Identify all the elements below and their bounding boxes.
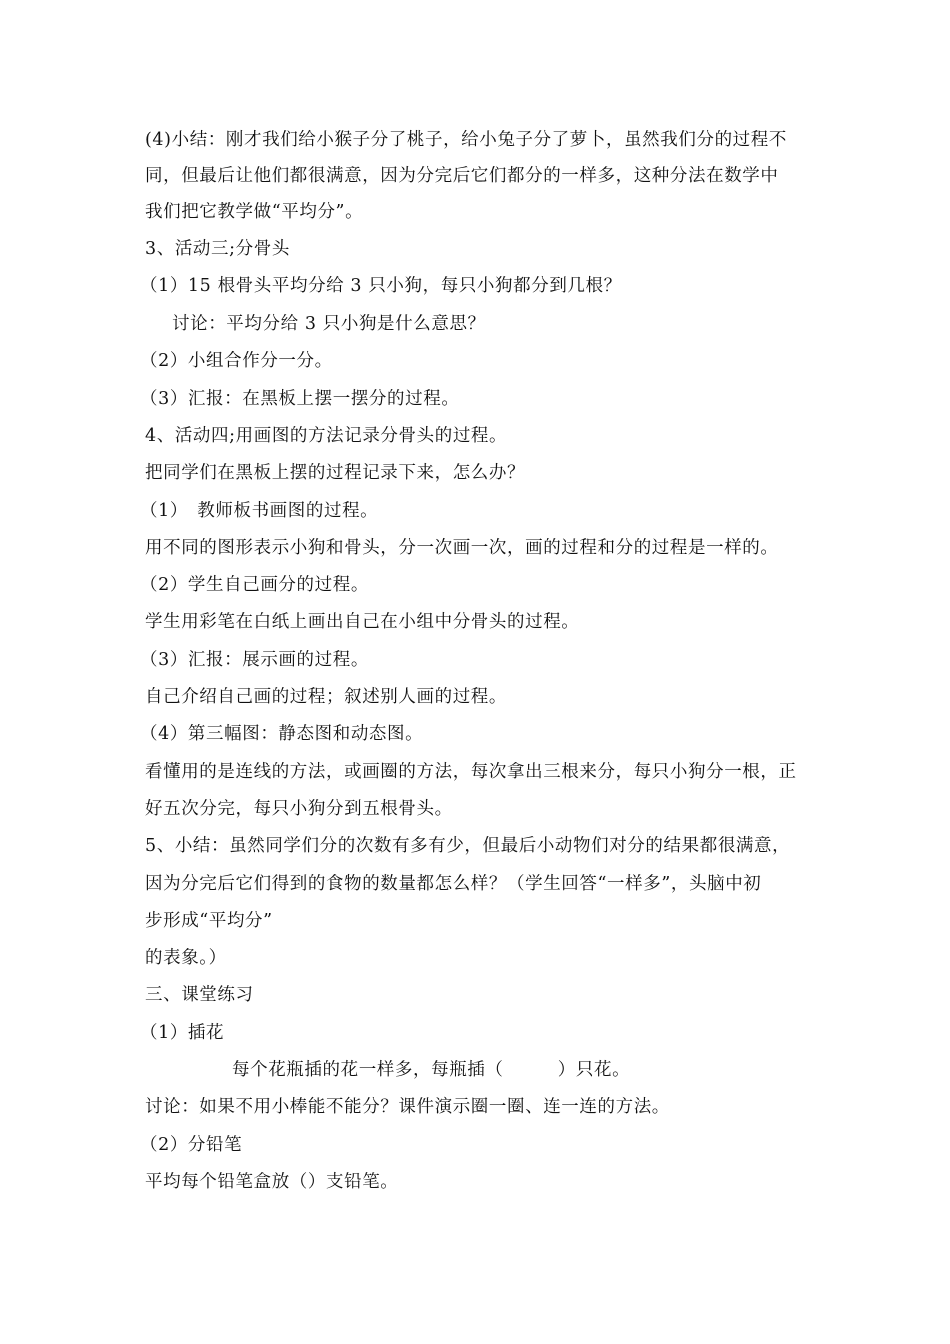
activity-4-step-4-detail-1: 看懂用的是连线的方法，或画圈的方法，每次拿出三根来分，每只小狗分一根，正 [145, 762, 797, 782]
activity-3-step-1: （1）15 根骨头平均分给 3 只小狗，每只小狗都分到几根？ [140, 276, 622, 296]
activity-4-step-2: （2）学生自己画分的过程。 [140, 575, 369, 595]
activity-3-step-3: （3）汇报：在黑板上摆一摆分的过程。 [140, 389, 460, 409]
activity-4-step-4: （4）第三幅图：静态图和动态图。 [140, 724, 424, 744]
activity-4-step-3-detail: 自己介绍自己画的过程；叙述别人画的过程。 [145, 687, 507, 707]
summary-5-line-3: 步形成“平均分” [145, 911, 273, 931]
summary-5-line-1: 5、小结：虽然同学们分的次数有多有少，但最后小动物们对分的结果都很满意， [145, 836, 791, 856]
summary-5-line-4: 的表象。） [145, 948, 227, 968]
activity-4-step-4-detail-2: 好五次分完，每只小狗分到五根骨头。 [145, 799, 453, 819]
activity-4-heading: 4、活动四;用画图的方法记录分骨头的过程。 [145, 426, 508, 446]
exercise-2-question: 平均每个铅笔盒放（）支铅笔。 [145, 1172, 399, 1192]
exercise-2-title: （2）分铅笔 [140, 1135, 243, 1155]
activity-4-intro: 把同学们在黑板上摆的过程记录下来，怎么办？ [145, 463, 526, 483]
exercise-1-title: （1）插花 [140, 1023, 225, 1043]
section-3-heading: 三、课堂练习 [145, 985, 254, 1005]
summary-line-2: 同，但最后让他们都很满意，因为分完后它们都分的一样多，这种分法在数学中 [145, 166, 779, 186]
activity-4-step-1: （1） 教师板书画图的过程。 [140, 501, 379, 521]
activity-3-step-2: （2）小组合作分一分。 [140, 351, 333, 371]
activity-4-step-1-detail: 用不同的图形表示小狗和骨头，分一次画一次，画的过程和分的过程是一样的。 [145, 538, 779, 558]
exercise-1-question: 每个花瓶插的花一样多，每瓶插（ ）只花。 [232, 1060, 631, 1080]
activity-3-heading: 3、活动三;分骨头 [145, 239, 290, 259]
activity-3-discussion: 讨论：平均分给 3 只小狗是什么意思？ [172, 314, 486, 334]
summary-line-3: 我们把它教学做“平均分”。 [145, 202, 364, 222]
activity-4-step-3: （3）汇报：展示画的过程。 [140, 650, 369, 670]
activity-4-step-2-detail: 学生用彩笔在白纸上画出自己在小组中分骨头的过程。 [145, 612, 580, 632]
summary-5-line-2: 因为分完后它们得到的食物的数量都怎么样？（学生回答“一样多”，头脑中初 [145, 874, 762, 894]
summary-line-1: (4)小结：刚才我们给小猴子分了桃子，给小兔子分了萝卜，虽然我们分的过程不 [145, 130, 787, 150]
exercise-1-discussion: 讨论：如果不用小棒能不能分？课件演示圈一圈、连一连的方法。 [145, 1097, 670, 1117]
